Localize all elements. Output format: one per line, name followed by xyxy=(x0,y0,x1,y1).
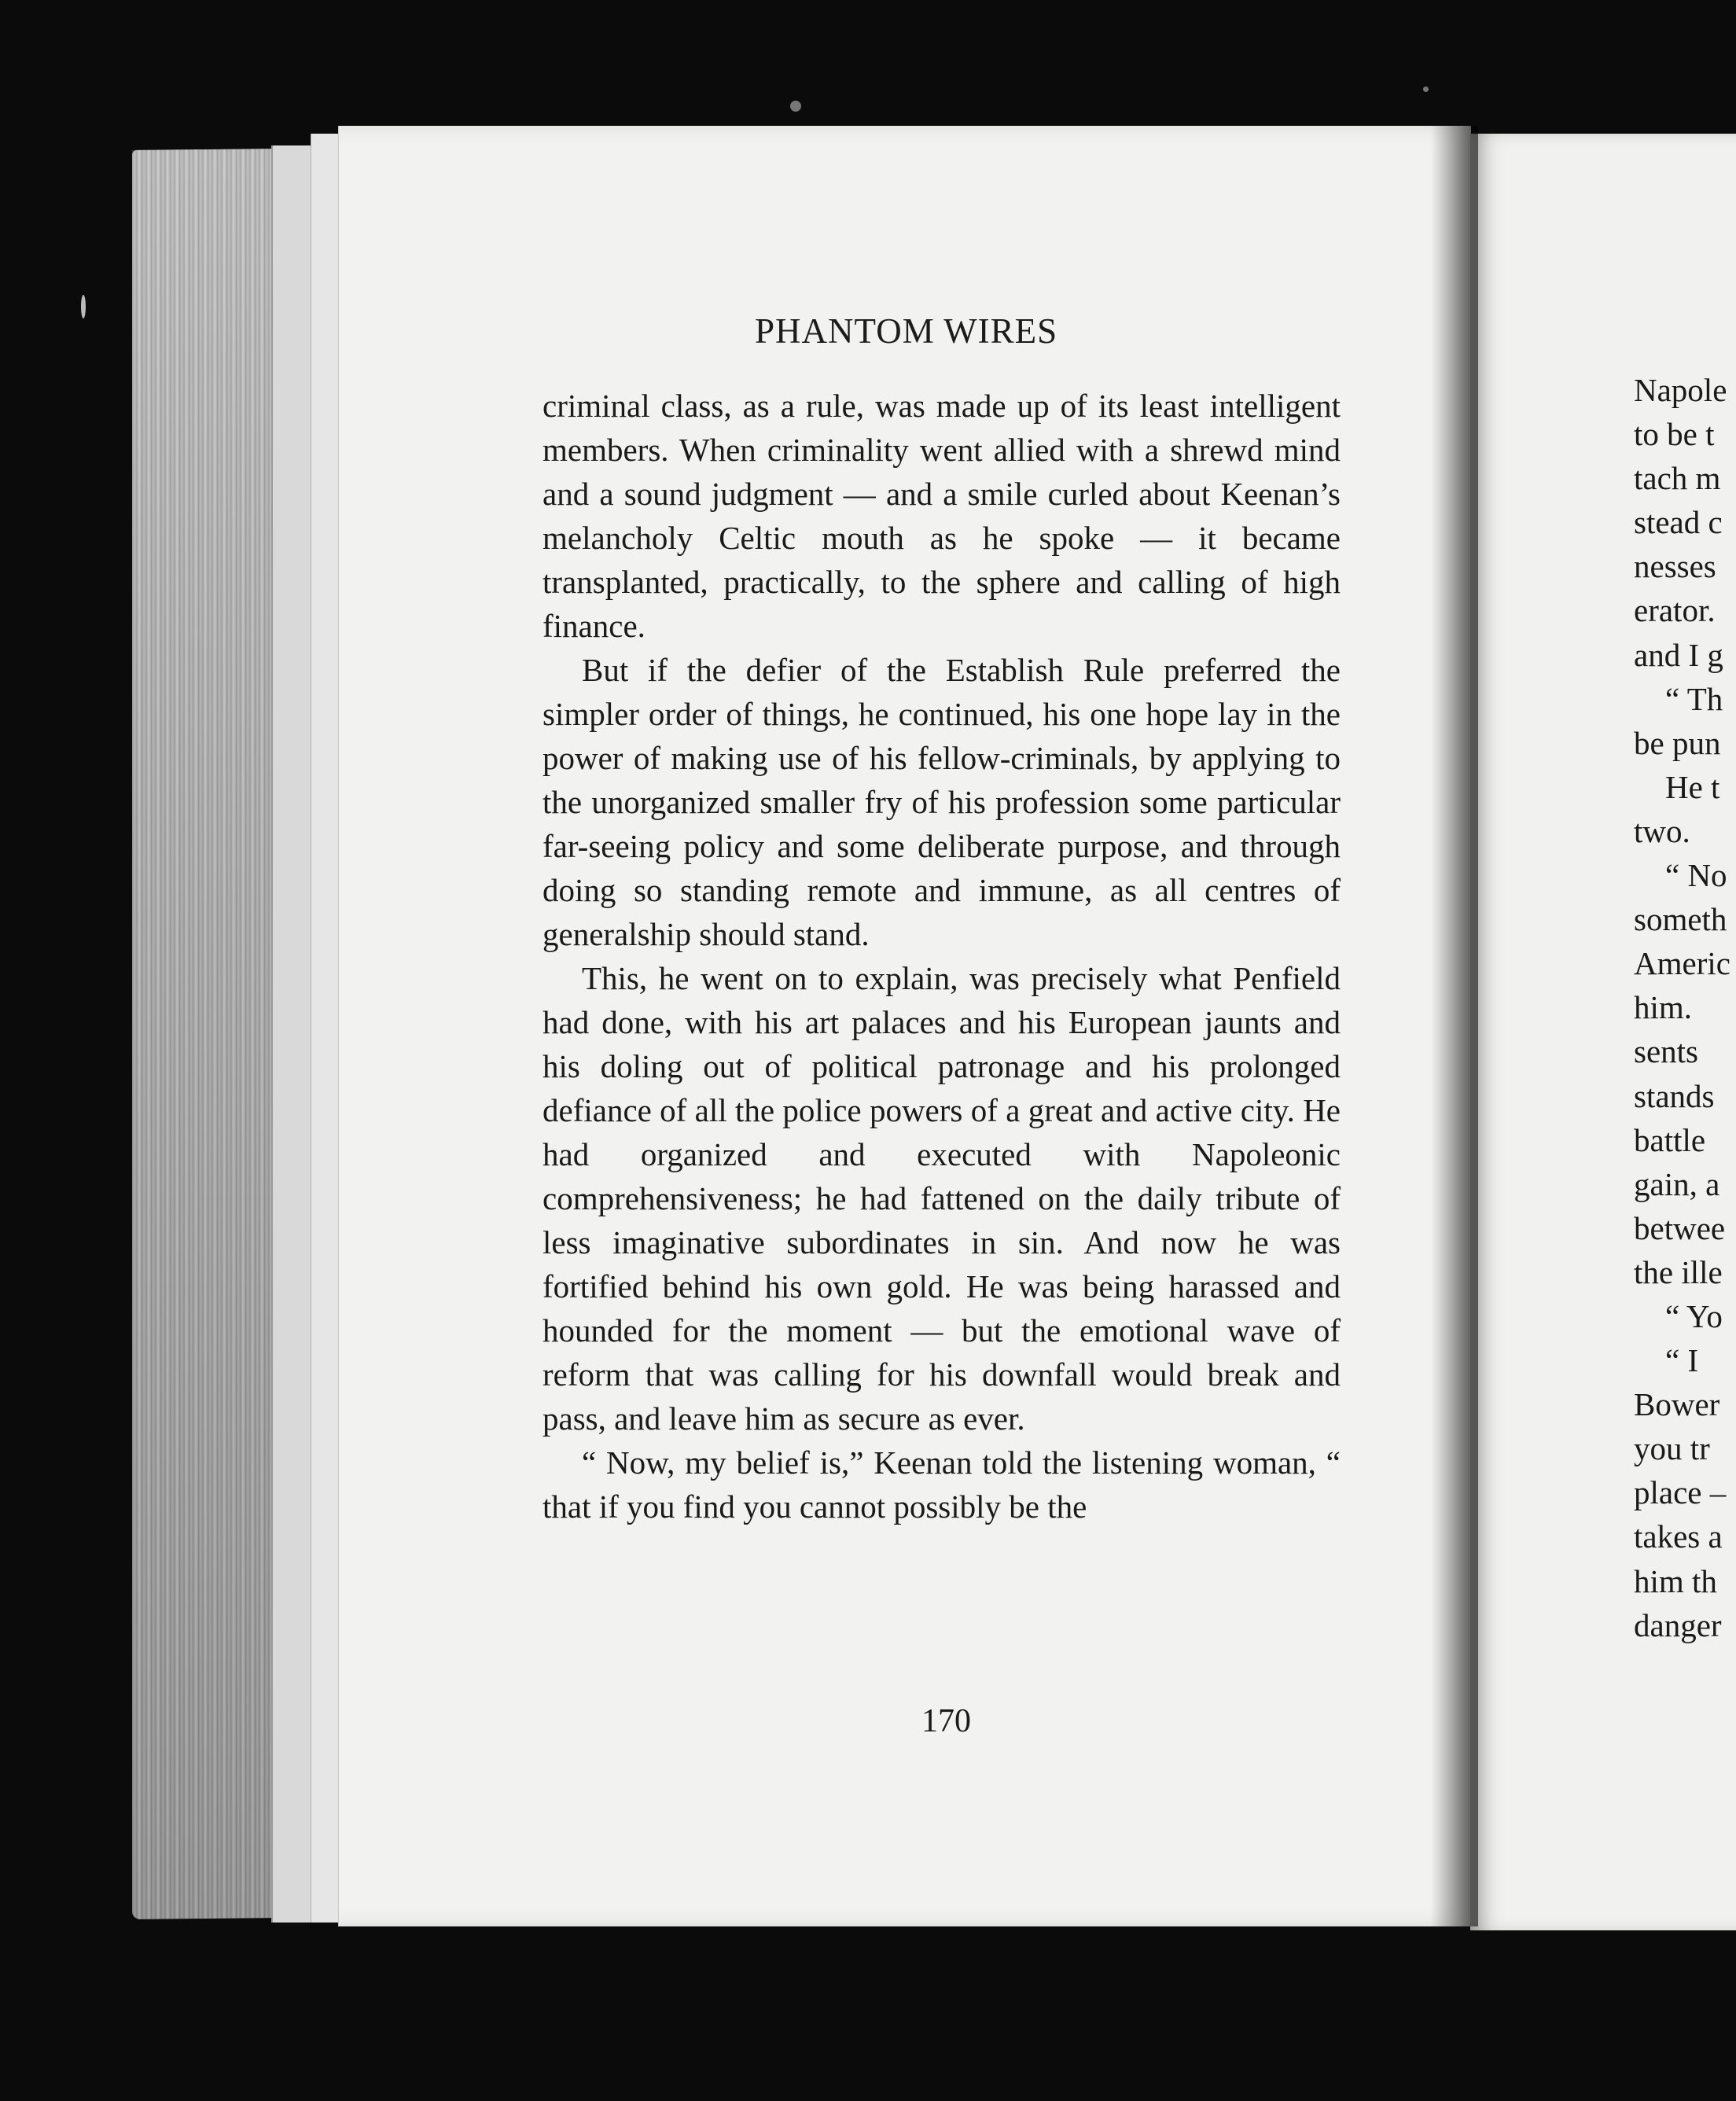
text-line: be pun xyxy=(1634,724,1721,761)
paragraph: criminal class, as a rule, was made up of its least intelligent members. When criminality went allied with a shrewd mind and a sound judgment — and a smile curled about Keenan’s melancholy Celtic mouth as he spoke — it became transplanted, practically, to the sphere and calling of high finance. xyxy=(542,388,1341,644)
running-head: PHANTOM WIRES xyxy=(755,311,1058,351)
text-line: “ I xyxy=(1665,1342,1699,1379)
text-line: Napole xyxy=(1634,372,1727,408)
text-line: gain, a xyxy=(1634,1165,1720,1202)
text-line: him. xyxy=(1634,989,1693,1026)
text-line: takes a xyxy=(1634,1518,1723,1555)
text-line: betwee xyxy=(1634,1209,1726,1246)
text-line: danger xyxy=(1634,1606,1722,1643)
right-page-body xyxy=(1634,368,1736,1647)
text-line: two. xyxy=(1634,812,1690,849)
text-line: the ille xyxy=(1634,1253,1723,1290)
text-line: Americ xyxy=(1634,945,1730,982)
text-line: him th xyxy=(1634,1562,1717,1599)
text-line: you tr xyxy=(1634,1430,1710,1467)
text-line: “ Th xyxy=(1665,680,1723,717)
book-page-edges xyxy=(132,149,278,1919)
text-line: and I g xyxy=(1634,636,1723,673)
text-line: “ Yo xyxy=(1665,1297,1723,1334)
page-number: 170 xyxy=(921,1703,971,1739)
text-line: tach m xyxy=(1634,460,1721,497)
text-line: erator. xyxy=(1634,592,1716,629)
text-line: to be t xyxy=(1634,416,1715,453)
text-line: “ No xyxy=(1665,857,1727,894)
left-page-body xyxy=(542,384,1341,1529)
text-line: someth xyxy=(1634,901,1727,938)
text-line: He t xyxy=(1665,768,1720,805)
dust-speck xyxy=(790,101,801,112)
text-line: battle xyxy=(1634,1121,1706,1158)
paragraph: But if the defier of the Establish Rule preferred the simpler order of things, he continued, his one hope lay in the power of making use of his fellow-criminals, by applying to the unorganized smaller fry of his profession some particular far-seeing policy and some deliberate purpose, and through doing so standing remote and immune, as all centres of generalship should stand. xyxy=(542,652,1341,952)
paragraph: “ Now, my belief is,” Keenan told the listening woman, “ that if you find you cannot possibly be the xyxy=(542,1444,1341,1525)
text-line: stead c xyxy=(1634,504,1723,541)
paragraph: This, he went on to explain, was precisely what Penfield had done, with his art palaces and his European jaunts and his doling out of political patronage and his prolonged defiance of all the police powers of a great and active city. He had organized and executed with Napoleonic comprehensiveness; he had fattened on the daily tribute of less imaginative subordinates in sin. And now he was fortified behind his own gold. He was being harassed and hounded for the moment — but the emotional wave of reform that was calling for his downfall would break and pass, and leave him as secure as ever. xyxy=(542,960,1341,1437)
text-line: Bower xyxy=(1634,1386,1720,1423)
dust-speck xyxy=(81,295,86,318)
text-line: sents xyxy=(1634,1033,1698,1070)
gutter-shadow xyxy=(1431,126,1478,1926)
text-line: nesses xyxy=(1634,548,1716,585)
text-line: stands xyxy=(1634,1077,1715,1114)
text-line: place – xyxy=(1634,1474,1727,1511)
dust-speck xyxy=(1423,86,1429,92)
